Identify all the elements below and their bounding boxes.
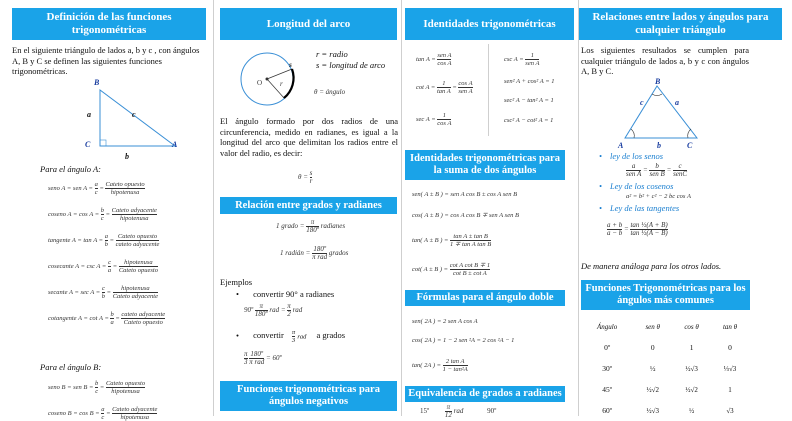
frac-den: cos A (437, 60, 452, 67)
subheader-common-angles (581, 280, 750, 310)
id-text: csc² A − cot² A = 1 (504, 117, 554, 124)
sum-lhs: cot( A ± B ) = (412, 265, 449, 273)
law-of-sines-formula: $\frac{a}{\text{sen A}}$ = $\frac{b}{\text{sen B}}$ = $\frac{c}{\text{senC}}$ (626, 162, 688, 178)
frac-num: a (104, 233, 108, 240)
identity-right (504, 117, 553, 124)
tri-side-a: a (675, 98, 679, 107)
m-n2: 180º (250, 350, 264, 358)
frac-num: c (101, 285, 105, 292)
section-header-arc-length (220, 6, 397, 40)
frac-num: b (100, 207, 104, 214)
dbl-lhs: tan( 2A ) = (412, 361, 441, 369)
frac-num: Cateto opuesto (105, 380, 146, 387)
law-of-tangents-formula: $\frac{a + b}{a - b}$ = $\frac{\text{tan ½(A + B)}}{\text{tan ½(A − B)}}$ (607, 221, 668, 237)
subheader-negative-angles (220, 381, 397, 411)
def-lhs: seno B = sen B = (48, 383, 94, 391)
law-text: Ley de los cosenos (609, 181, 674, 191)
frac-num: 1 (437, 80, 451, 88)
table-cell: ½√3 (646, 406, 660, 415)
m-d2: π rad (249, 358, 265, 366)
table-row (581, 400, 749, 421)
frac-num: b (110, 311, 114, 318)
sum-den: 1 ∓ tan A tan B (450, 241, 492, 248)
identity-right (504, 52, 539, 67)
header-text: Identidades trigonométricas (423, 17, 556, 30)
subheader-double-angle (405, 290, 565, 306)
subheader-sum-identities (405, 150, 565, 180)
frac-den: cateto adyacente (115, 241, 160, 248)
eq-deg-1: 15º (420, 407, 430, 416)
id-lhs: tan A = (416, 55, 436, 63)
frac-den: hipotenusa (111, 388, 140, 395)
side-label-a: a (87, 110, 91, 119)
example-2-pre: convertir (253, 330, 284, 341)
table-cell: ½√2 (685, 385, 698, 394)
ex2-rhs: rad (297, 333, 307, 341)
def-lhs: secante A = sec A = (48, 288, 101, 296)
subheader-text: Fórmulas para el ángulo doble (416, 292, 554, 303)
tri-vertex-C: C (687, 141, 693, 150)
frac-num: Cateto opuesto (105, 181, 145, 188)
table-body (581, 337, 749, 421)
frac-den: hipotenusa (120, 215, 149, 222)
s-d1: sen A (626, 170, 642, 178)
table-cell: √3 (726, 406, 734, 415)
s-d2: sen B (649, 170, 665, 178)
identity-left (416, 112, 451, 127)
circle-label-s: s (289, 60, 292, 69)
column-identities (402, 0, 577, 419)
rel-num: 180º (313, 245, 326, 253)
ex2-den: 3 (291, 337, 296, 344)
arc-paragraph: El ángulo formado por dos radios de una circunferencia, medido en radianes, es igual a la longitud del arco que delimitan los radios entre el valor del radio, es decir: (220, 116, 398, 158)
sum-den: cot B ± cot A (453, 270, 487, 277)
dbl-den: 1 − tan²A (442, 366, 468, 373)
frac-num: hipotenusa (119, 259, 158, 267)
law-of-tangents-title (599, 203, 679, 214)
sum-cot (412, 262, 490, 277)
identity-right (504, 78, 554, 85)
eq-den: 12 (444, 411, 452, 419)
table-row (581, 358, 749, 379)
frac-num: 1 (437, 112, 451, 120)
table-header-cell: Ángulo (597, 322, 618, 331)
t-n: a + b (607, 221, 623, 229)
column-arc-length (214, 0, 401, 416)
sum-num: cot A cot B ∓ 1 (449, 262, 491, 269)
frac-den: a (110, 319, 114, 326)
definition-row: secante A = sec A = $\frac{c}{b}$ = $\frac{\text{hipotenusa}}{\text{Cateto adyacente}}$ (48, 285, 158, 300)
id-lhs: sec A = (416, 115, 436, 123)
formula-den: r (309, 177, 313, 185)
identity-left (416, 52, 451, 67)
def-lhs: cotangente A = cot A = (48, 314, 109, 322)
theta-definition: θ = ángulo (314, 88, 346, 96)
def-lhs: seno A = sen A = (48, 184, 93, 192)
frac-den: c (101, 414, 105, 421)
bullet: • (236, 289, 239, 299)
rel-rhs: grados (328, 249, 349, 258)
double-cos: cos( 2A ) = 1 − 2 sen ²A = 2 cos ²A − 1 (412, 337, 515, 344)
m-rhs: = 60º (266, 354, 282, 363)
equivalence-row (420, 404, 496, 419)
m-n1: π (255, 303, 268, 311)
example-1-text: convertir 90° a radianes (253, 289, 335, 299)
table-cell: 30º (602, 364, 613, 373)
example-2 (236, 329, 345, 344)
sum-tan (412, 233, 491, 248)
table-cell: ½ (649, 364, 656, 373)
s-n1: a (626, 163, 641, 171)
angle-B-title: Para el ángulo B: (40, 362, 102, 372)
table-cell: 1 (728, 385, 732, 394)
definition-row: seno B = sen B = $\frac{b}{c}$ = $\frac{\text{Cateto opuesto}}{\text{hipotenusa}}$ (48, 380, 146, 395)
law-of-cosines-title (599, 181, 674, 192)
eq-rad: rad (453, 407, 464, 416)
id-lhs: cot A = (416, 83, 436, 91)
rel-rhs: radianes (320, 222, 346, 231)
frac-num: c (108, 259, 111, 266)
example-2-math (244, 351, 282, 366)
sum-cos: cos( A ± B ) = cos A cos B ∓ sen A sen B (412, 212, 519, 219)
side-label-b: b (125, 152, 129, 161)
definition-row: coseno B = cos B = $\frac{a}{c}$ = $\frac{\text{Cateto adyacente}}{\text{hipotenusa}}$ (48, 406, 158, 421)
identities-divider (488, 44, 489, 136)
dbl-num: 2 tan A (443, 358, 468, 366)
rel-num: π (306, 219, 319, 227)
eq-deg-2: 90º (487, 407, 497, 416)
def-arc: s = longitud de arco (316, 60, 386, 70)
formula-num: s (309, 169, 313, 177)
m-a: 90º (244, 306, 254, 315)
vertex-label-B: B (94, 78, 100, 87)
frac-den: hipotenusa (110, 189, 140, 196)
table-cell: 0 (650, 343, 655, 352)
double-tan (412, 358, 468, 373)
rel-den: π rad (312, 253, 328, 261)
rel-den: 180º (306, 226, 319, 234)
frac-num: b (95, 380, 99, 387)
frac-den: b (101, 293, 106, 300)
identity-left: cot A = $\frac{1}{\text{tan A}}$ = $\frac{\text{cos A}}{\text{sen A}}$ (416, 80, 473, 95)
definition-row: cosecante A = csc A = $\frac{c}{a}$ = $\frac{\text{hipotenusa}}{\text{Cateto opuesto}}$ (48, 259, 158, 274)
table-cell: 60º (602, 406, 613, 415)
m-n1: π (244, 350, 248, 358)
tri-vertex-A: A (618, 141, 624, 150)
sum-lhs: tan( A ± B ) = (412, 236, 449, 244)
relation-degree (276, 219, 345, 234)
law-of-sines-title (599, 151, 663, 162)
subheader-text: Funciones trigonométricas para ángulos negativos (237, 384, 380, 407)
right-triangle-diagram (40, 78, 190, 158)
subheader-text: Identidades trigonométricas para la suma de dos ángulos (410, 153, 560, 176)
m-rhs: rad (292, 306, 303, 315)
frac-num: cos A (458, 80, 473, 87)
definition-row: coseno A = cos A = $\frac{b}{c}$ = $\frac{\text{Cateto adyacente}}{\text{hipotenusa}}$ (48, 207, 157, 222)
frac-den: sen A (525, 60, 540, 67)
angle-A-title: Para el ángulo A: (40, 164, 101, 174)
frac-num: sen A (437, 52, 452, 59)
t-tn: tan ½(A + B) (630, 221, 668, 229)
frac-den: c (100, 215, 104, 222)
section-header-identities (405, 6, 574, 40)
table-cell: 0 (728, 343, 732, 352)
m-d1: 180º (254, 310, 268, 318)
m-d2: 2 (287, 310, 291, 318)
sum-sen: sen( A ± B ) = sen A cos B ± cos A sen B (412, 191, 518, 198)
bullet: • (599, 151, 602, 161)
subheader-text: Funciones Trigonométricas para los ángulos más comunes (585, 283, 746, 306)
example-2-post: a grados (316, 330, 346, 341)
table-cell: 45º (602, 385, 613, 394)
frac-num: 1 (525, 52, 539, 60)
table-row (581, 379, 749, 400)
t-td: tan ½(A − B) (630, 229, 668, 237)
circle-label-r: r (280, 80, 283, 88)
frac-den: Cateto opuesto (123, 319, 163, 326)
subheader-text: Equivalencia de grados a radianes (408, 388, 562, 399)
m-n2: π (287, 302, 291, 310)
subheader-degree-equivalence (405, 386, 565, 402)
eq-num: π (446, 403, 451, 411)
frac-den: sen A (458, 88, 473, 95)
column-definitions (0, 0, 212, 421)
subheader-text: Relación entre grados y radianes (235, 199, 382, 211)
section-header-relations (579, 6, 782, 40)
side-label-c: c (132, 110, 136, 119)
t-d: a − b (607, 229, 623, 237)
frac-den: a (107, 267, 112, 274)
circle-label-O: O (257, 79, 263, 87)
definition-row: seno A = sen A = $\frac{a}{c}$ = $\frac{\text{Cateto opuesto}}{\text{hipotenusa}}$ (48, 181, 145, 196)
table-cell: ½√3 (685, 364, 698, 373)
frac-den: tan A (436, 88, 451, 95)
frac-num: hipotenusa (113, 285, 158, 293)
m-d1: 3 (244, 358, 248, 366)
frac-num: Cateto adyacente (112, 406, 158, 413)
bullet: • (599, 181, 602, 191)
table-cell: ⅓√3 (723, 364, 737, 373)
definition-row: cotangente A = cot A = $\frac{b}{a}$ = $\frac{\text{cateto adyacente}}{\text{Cateto opuesto}}$ (48, 311, 166, 326)
frac-num: Cateto adyacente (111, 207, 157, 214)
section-header-definitions (12, 6, 206, 40)
arc-formula (298, 170, 312, 185)
header-text: Longitud del arco (266, 17, 351, 30)
relations-intro: Los siguientes resultados se cumplen para cualquier triángulo de lados a, b y c con ángulos A, B y C. (581, 45, 749, 76)
def-lhs: cosecante A = csc A = (48, 262, 107, 270)
law-text: ley de los senos (609, 151, 664, 161)
table-header-row (581, 316, 749, 337)
frac-den: c (95, 388, 99, 395)
circle-arc-diagram (229, 52, 319, 108)
common-angles-table (581, 316, 749, 421)
definition-row: tangente A = tan A = $\frac{a}{b}$ = $\frac{\text{Cateto opuesto}}{\text{cateto adyacente}}$ (48, 233, 160, 248)
id-text: sen² A + cos² A = 1 (504, 78, 555, 85)
frac-den: b (104, 241, 108, 248)
table-row (581, 337, 749, 358)
frac-den: Cateto opuesto (118, 267, 158, 274)
table-cell: ½ (688, 406, 695, 415)
frac-den: cos A (437, 120, 452, 127)
relation-radian (280, 246, 348, 261)
sum-num: tan A ± tan B (450, 233, 491, 241)
tri-side-c: c (640, 98, 644, 107)
frac-den: hipotenusa (120, 414, 149, 421)
bullet: • (599, 203, 602, 213)
id-text: sec² A − tan² A = 1 (504, 97, 554, 104)
example-1-math (244, 303, 302, 318)
vertex-label-C: C (85, 140, 91, 149)
table-header-cell: cos θ (684, 322, 699, 331)
oblique-triangle-diagram (619, 80, 739, 150)
tri-vertex-B: B (655, 77, 661, 86)
subheader-degrees-radians (220, 197, 397, 214)
examples-title: Ejemplos (220, 277, 253, 287)
tri-side-b: b (657, 141, 661, 150)
s-n3: c (673, 163, 687, 171)
table-header-cell: tan θ (722, 322, 738, 331)
bullet: • (236, 330, 239, 341)
table-cell: ½√2 (646, 385, 660, 394)
s-n2: b (649, 163, 664, 171)
law-of-cosines-formula: a² = b² + c² − 2 bc cos A (626, 193, 691, 200)
rel-lhs: 1 radián = (280, 249, 311, 258)
id-lhs: csc A = (504, 55, 524, 63)
frac-num: a (101, 406, 105, 413)
frac-num: a (94, 181, 98, 188)
s-d3: senC (673, 170, 688, 178)
law-text: Ley de las tangentes (609, 203, 680, 213)
ex2-num: π (291, 329, 296, 336)
header-text: Definición de las funciones trigonométricas (46, 11, 172, 36)
frac-den: c (94, 189, 98, 196)
def-lhs: tangente A = tan A = (48, 236, 104, 244)
frac-num: cateto adyacente (121, 311, 166, 318)
def-lhs: coseno A = cos A = (48, 210, 100, 218)
table-cell: 1 (689, 343, 694, 352)
table-cell: 0º (604, 343, 611, 352)
def-radius: r = radio (316, 49, 348, 59)
identity-right (504, 97, 554, 104)
column-triangle-relations (579, 0, 792, 416)
analogous-note: De manera análoga para los otros lados. (581, 261, 722, 271)
table-header-cell: sen θ (645, 322, 660, 331)
frac-den: Cateto adyacente (112, 293, 158, 300)
vertex-label-A: A (172, 140, 178, 149)
formula-lhs: θ = (298, 173, 308, 182)
example-1 (236, 289, 334, 300)
double-sen: sen( 2A ) = 2 sen A cos A (412, 318, 478, 325)
rel-lhs: 1 grado = (276, 222, 305, 231)
def-lhs: coseno B = cos B = (48, 409, 100, 417)
m-mid: rad = (269, 306, 286, 315)
frac-num: Cateto opuesto (116, 233, 160, 241)
intro-text: En el siguiente triángulo de lados a, b y c , con ángulos A, B y C se definen las siguientes funciones trigonométricas. (12, 45, 200, 76)
header-text: Relaciones entre lados y ángulos para cualquier triángulo (592, 11, 769, 36)
